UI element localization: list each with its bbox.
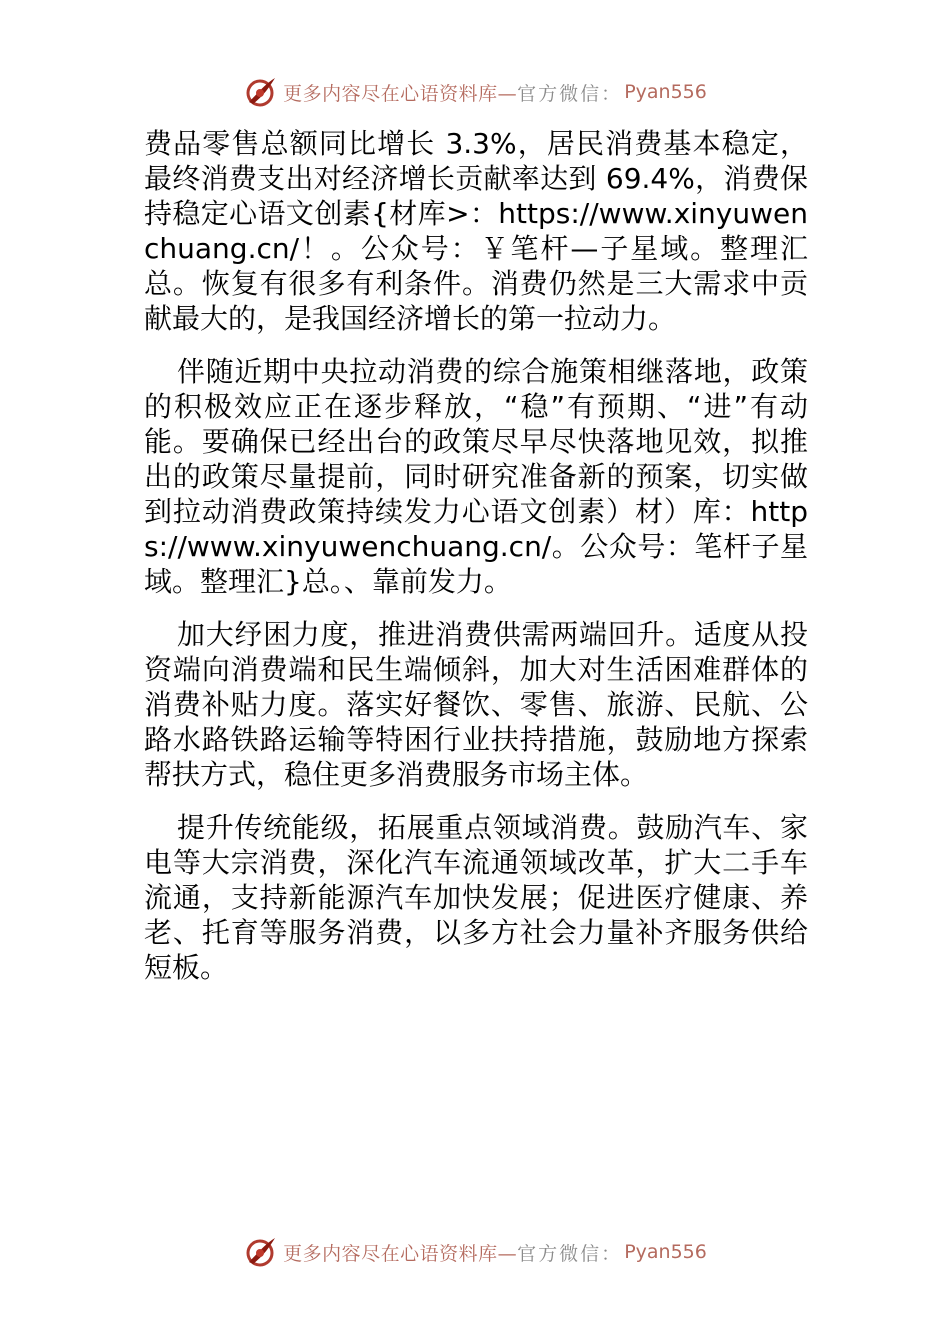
paragraph-2: 伴随近期中央拉动消费的综合施策相继落地，政策的积极效应正在逐步释放，“稳”有预期、“进”有动能。要确保已经出台的政策尽早尽快落地见效，拟推出的政策尽量提前，同时研究准备新的预案，切实做到拉动消费政策持续发力心语文创素）材）库：https://www.xinyuwenchuang.cn/。公众号：笔杆子星域。整理汇}总。、靠前发力。 [144, 355, 808, 598]
paragraph-3: 加大纾困力度，推进消费供需两端回升。适度从投资端向消费端和民生端倾斜，加大对生活困难群体的消费补贴力度。落实好餐饮、零售、旅游、民航、公路水路铁路运输等特困行业扶持措施，鼓励地方探索帮扶方式，稳住更多消费服务市场主体。 [144, 618, 808, 791]
paragraph-4: 提升传统能级，拓展重点领域消费。鼓励汽车、家电等大宗消费，深化汽车流通领域改革，扩大二手车流通，支持新能源汽车加快发展；促进医疗健康、养老、托育等服务消费，以多方社会力量补齐服务供给短板。 [144, 811, 808, 984]
document-body [144, 126, 808, 1003]
paragraph-1: 费品零售总额同比增长 3.3%，居民消费基本稳定，最终消费支出对经济增长贡献率达到 69.4%，消费保持稳定心语文创素{材库>：https://www.xinyuwenchuang.cn/！。公众号：￥笔杆—子星域。整理汇总。恢复有很多有利条件。消费仍然是三大需求中贡献最大的，是我国经济增长的第一拉动力。 [144, 127, 808, 335]
watermark-wechat-id: Pyan556 [624, 81, 707, 103]
watermark-text: 更多内容尽在心语资料库— [283, 82, 518, 105]
watermark-text: 更多内容尽在心语资料库— [283, 1242, 518, 1265]
brush-logo-icon [243, 74, 279, 110]
watermark-wechat-label: 官方微信： [517, 1242, 623, 1265]
header-watermark [0, 72, 950, 112]
watermark-wechat-id: Pyan556 [624, 1241, 707, 1263]
brush-logo-icon [243, 1234, 279, 1270]
footer-watermark [0, 1232, 950, 1272]
watermark-wechat-label: 官方微信： [517, 82, 623, 105]
